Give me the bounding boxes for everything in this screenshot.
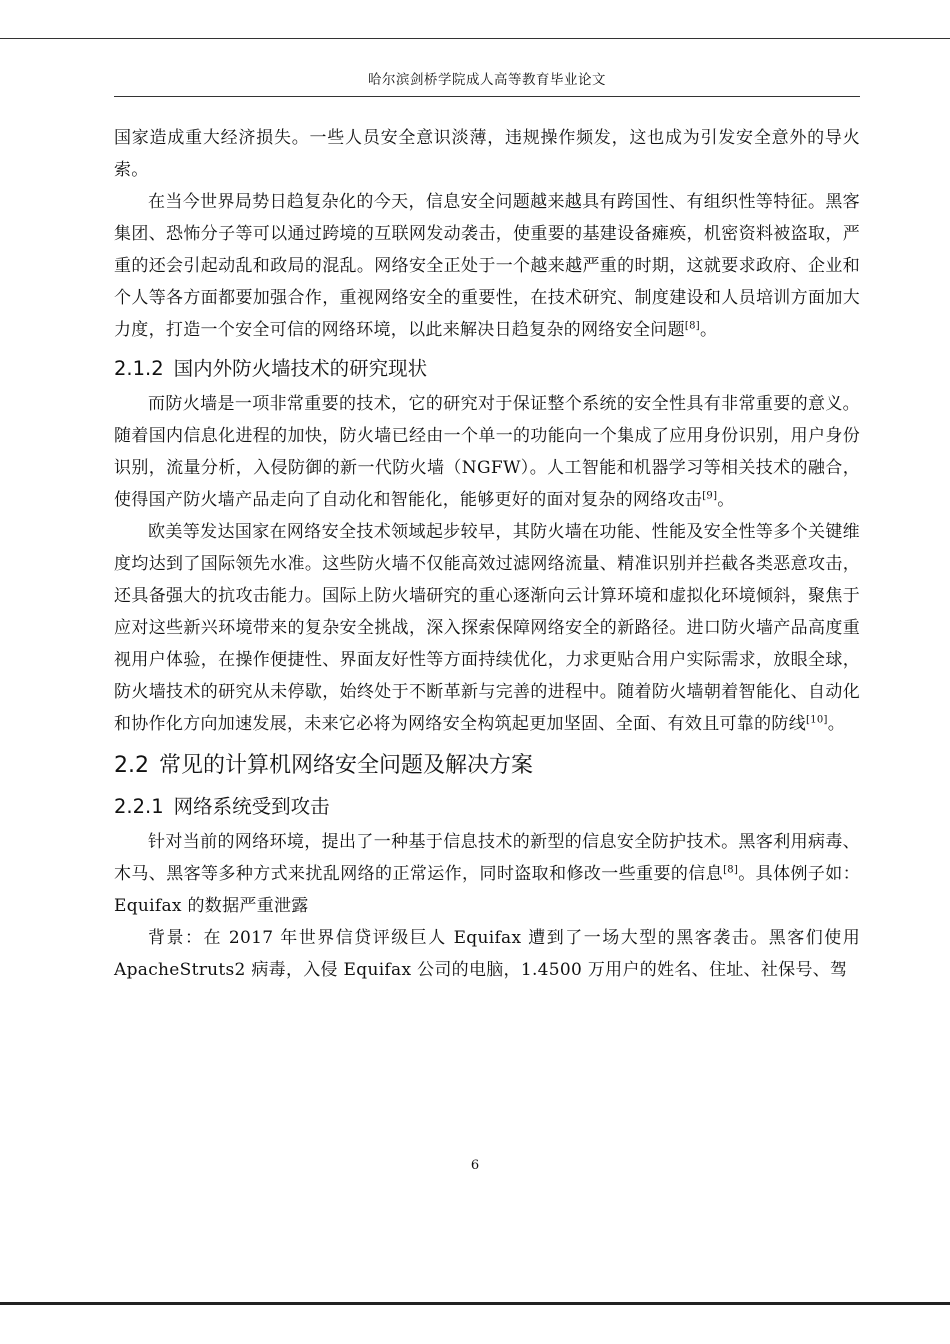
citation: [8] <box>723 864 739 876</box>
page-body <box>114 122 860 986</box>
citation: [9] <box>702 490 718 502</box>
paragraph-2: 在当今世界局势日趋复杂化的今天，信息安全问题越来越具有跨国性、有组织性等特征。黑客集团、恐怖分子等可以通过跨境的互联网发动袭击，使重要的基建设备瘫痪，机密资料被盗取，严重的还会引起动乱和政局的混乱。网络安全正处于一个越来越严重的时期，这就要求政府、企业和个人等各方面都要加强合作，重视网络安全的重要性，在技术研究、制度建设和人员培训方面加大力度，打造一个安全可信的网络环境，以此来解决日趋复杂的网络安全问题[8]。 <box>114 192 860 340</box>
running-header: 哈尔滨剑桥学院成人高等教育毕业论文 <box>114 68 860 97</box>
paragraph-4: 欧美等发达国家在网络安全技术领域起步较早，其防火墙在功能、性能及安全性等多个关键维度均达到了国际领先水准。这些防火墙不仅能高效过滤网络流量、精准识别并拦截各类恶意攻击，还具备强大的抗攻击能力。国际上防火墙研究的重心逐渐向云计算环境和虚拟化环境倾斜，聚焦于应对这些新兴环境带来的复杂安全挑战，深入探索保障网络安全的新路径。进口防火墙产品高度重视用户体验，在操作便捷性、界面友好性等方面持续优化，力求更贴合用户实际需求，放眼全球，防火墙技术的研究从未停歇，始终处于不断革新与完善的进程中。随着防火墙朝着智能化、自动化和协作化方向加速发展，未来它必将为网络安全构筑起更加坚固、全面、有效且可靠的防线[10]。 <box>114 522 860 734</box>
paragraph-5: 针对当前的网络环境，提出了一种基于信息技术的新型的信息安全防护技术。黑客利用病毒、木马、黑客等多种方式来扰乱网络的正常运作，同时盗取和修改一些重要的信息[8]。具体例子如：Equifax 的数据严重泄露 <box>114 832 860 916</box>
citation: [10] <box>806 714 828 726</box>
citation: [8] <box>684 320 700 332</box>
paragraph-3: 而防火墙是一项非常重要的技术，它的研究对于保证整个系统的安全性具有非常重要的意义。随着国内信息化进程的加快，防火墙已经由一个单一的功能向一个集成了应用身份识别，用户身份识别，流量分析，入侵防御的新一代防火墙（NGFW）。人工智能和机器学习等相关技术的融合，使得国产防火墙产品走向了自动化和智能化，能够更好的面对复杂的网络攻击[9]。 <box>114 394 860 510</box>
paragraph-1: 国家造成重大经济损失。一些人员安全意识淡薄，违规操作频发，这也成为引发安全意外的导火索。 <box>114 128 860 180</box>
top-rule <box>0 38 950 39</box>
section-heading-2-2-1: 2.2.1 网络系统受到攻击 <box>114 795 330 818</box>
page-number: 6 <box>470 1158 480 1173</box>
section-heading-2-1-2: 2.1.2 国内外防火墙技术的研究现状 <box>114 357 428 380</box>
section-heading-2-2: 2.2 常见的计算机网络安全问题及解决方案 <box>114 753 534 778</box>
paragraph-6: 背景：在 2017 年世界信贷评级巨人 Equifax 遭到了一场大型的黑客袭击。黑客们使用 ApacheStruts2 病毒，入侵 Equifax 公司的电脑，1.4500 万用户的姓名、住址、社保号、驾 <box>114 928 860 980</box>
bottom-rule <box>0 1302 950 1305</box>
